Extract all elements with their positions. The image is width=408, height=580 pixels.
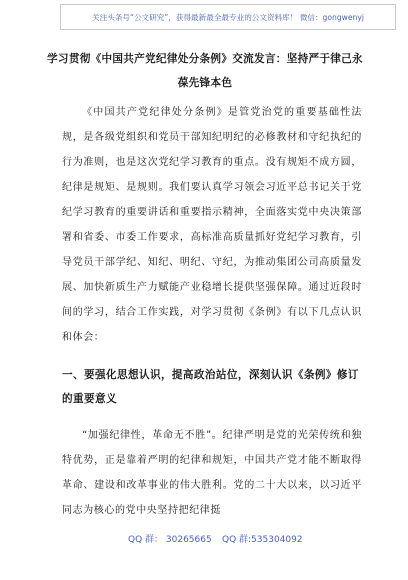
section-heading-1: 一、要强化思想认识，提高政治站位，深刻认识《条例》修订的重要意义 bbox=[62, 369, 359, 405]
paragraph-intro: 《中国共产党纪律处分条例》是管党治党的重要基础性法规，是各级党组织和党员干部知纪明纪的必修教材和守纪执纪的行为准则，也是这次党纪学习教育的重点。没有规矩不成方圆，纪律是规矩、是规则。我们要认真学习领会习近平总书记关于党纪学习教育的重要讲话和重要指示精神，全面落实党中央决策部署和省委、市委工作要求，高标准高质量抓好党纪学习教育，引导党员干部学纪、知纪、明纪、守纪，为推动集团公司高质量发展、加快新质生产力赋能产业稳增长提供坚强保障。通过近段时间的学习，结合工作实践，对学习贯彻《条例》有以下几点认识和体会： bbox=[62, 107, 362, 343]
header-banner: 关注头条号“公文研究”，获得最新最全最专业的公文资料库！ 微信：gongwenyj bbox=[60, 4, 396, 30]
footer-qq-group-right: QQ 群:535304092 bbox=[222, 535, 303, 545]
paragraph-section-1: “加强纪律性，革命无不胜”。纪律严明是党的光荣传统和独特优势，正是靠着严明的纪律和规矩，中国共产党才能不断取得革命、建设和改革事业的伟大胜利。党的二十大以来，以习近平同志为核心的党中央坚持把纪律挺 bbox=[62, 430, 362, 516]
document-title: 学习贯彻《中国共产党纪律处分条例》交流发言：坚持严于律己永葆先锋本色 bbox=[47, 53, 363, 89]
footer-qq-group-left: QQ 群： 30265665 bbox=[128, 535, 212, 545]
footer bbox=[0, 532, 408, 548]
